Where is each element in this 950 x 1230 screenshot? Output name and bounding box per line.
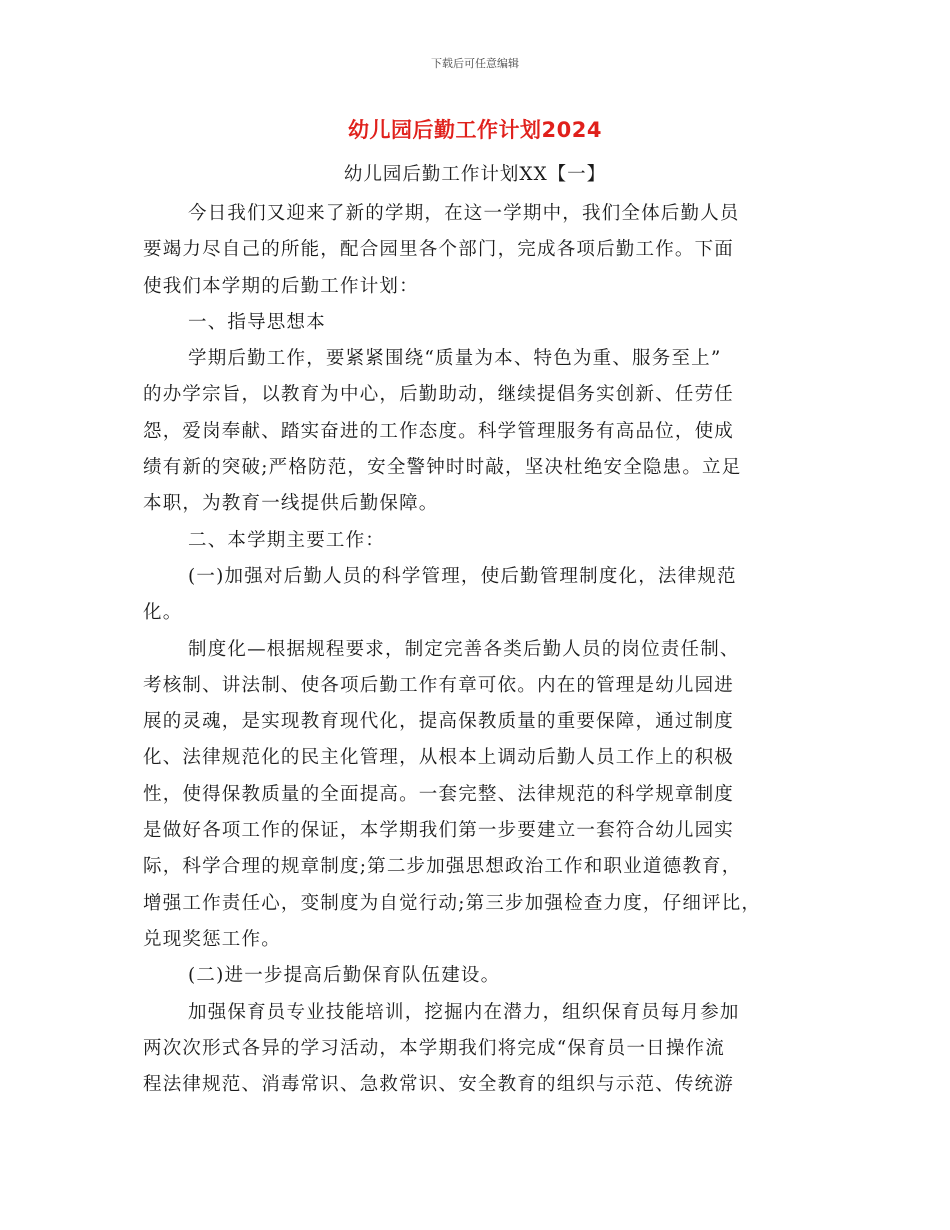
text-line: 的办学宗旨，以教育为中心，后勤助动，继续提倡务实创新、任劳任: [143, 384, 735, 406]
text-line: 化。: [143, 602, 183, 624]
text-line: 际，科学合理的规章制度;第二步加强思想政治工作和职业道德教育，: [143, 856, 742, 878]
text-line: 制度化—根据规程要求，制定完善各类后勤人员的岗位责任制、: [188, 638, 740, 660]
text-line: 绩有新的突破;严格防范，安全警钟时时敲，坚决杜绝安全隐患。立足: [143, 457, 742, 479]
text-line: 今日我们又迎来了新的学期，在这一学期中，我们全体后勤人员: [188, 203, 740, 224]
subsection-heading: (二)进一步提高后勤保育队伍建设。: [188, 965, 501, 987]
text-line: 增强工作责任心，变制度为自觉行动;第三步加强检查力度，仔细评比，: [143, 892, 762, 914]
text-line: 加强保育员专业技能培训，挖掘内在潜力，组织保育员每月参加: [188, 1001, 740, 1023]
document-subtitle: 幼儿园后勤工作计划XX【一】: [343, 164, 607, 185]
text-line: 兑现奖惩工作。: [143, 928, 281, 950]
text-line: 化、法律规范化的民主化管理，从根本上调动后勤人员工作上的积极: [143, 747, 735, 769]
document-title: 幼儿园后勤工作计划2024: [348, 118, 602, 142]
text-line: 本职，为教育一线提供后勤保障。: [143, 493, 439, 515]
text-line: 是做好各项工作的保证，本学期我们第一步要建立一套符合幼儿园实: [143, 820, 735, 842]
section-heading: 一、指导思想本: [188, 311, 326, 333]
text-line: 考核制、讲法制、使各项后勤工作有章可依。内在的管理是幼儿园进: [143, 674, 735, 696]
text-line: 学期后勤工作，要紧紧围绕“质量为本、特色为重、服务至上”: [188, 348, 722, 370]
page-header-note: 下载后可任意编辑: [431, 57, 519, 70]
text-line: 两次次形式各异的学习活动，本学期我们将完成“保育员一日操作流: [143, 1037, 725, 1059]
text-line: 程法律规范、消毒常识、急救常识、安全教育的组织与示范、传统游: [143, 1074, 735, 1096]
text-line: 使我们本学期的后勤工作计划：: [143, 275, 419, 297]
text-line: 怨，爱岗奉献、踏实奋进的工作态度。科学管理服务有高品位，使成: [143, 420, 735, 442]
text-line: 性，使得保教质量的全面提高。一套完整、法律规范的科学规章制度: [143, 783, 735, 805]
document-body: [143, 196, 813, 1103]
section-heading: 二、本学期主要工作：: [188, 529, 386, 551]
subsection-heading: (一)加强对后勤人员的科学管理，使后勤管理制度化，法律规范: [188, 565, 737, 587]
text-line: 展的灵魂，是实现教育现代化，提高保教质量的重要保障，通过制度: [143, 711, 735, 733]
text-line: 要竭力尽自己的所能，配合园里各个部门，完成各项后勤工作。下面: [143, 239, 735, 261]
